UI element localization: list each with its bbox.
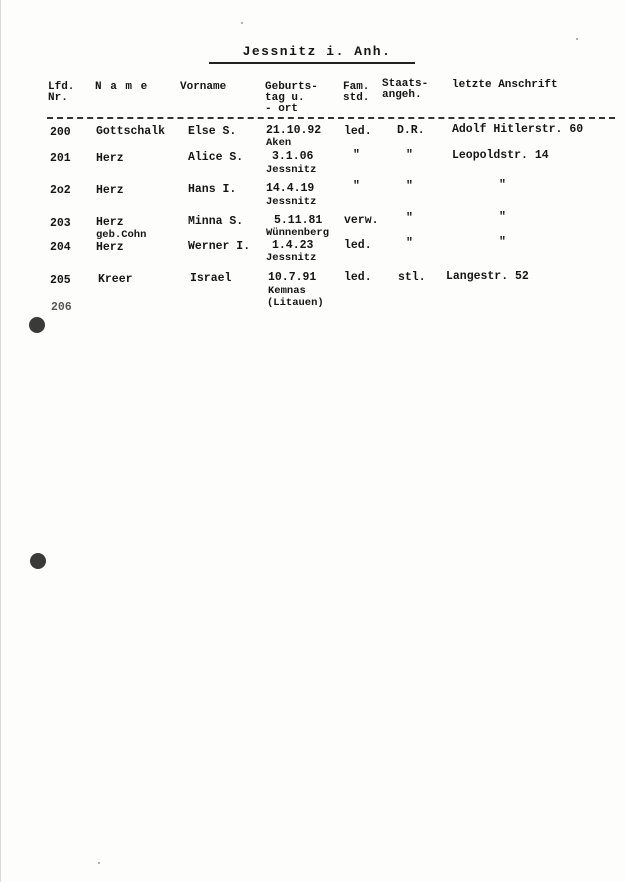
scan-speck: [98, 862, 100, 864]
row-datum: 1.4.23: [272, 239, 314, 252]
row-vorname: Werner I.: [188, 240, 251, 253]
row-nr: 204: [50, 241, 71, 254]
header-geburt: Geburts- tag u. - ort: [265, 81, 318, 115]
row-nr: 200: [50, 126, 71, 139]
row-staat: ": [406, 212, 413, 225]
row-anschrift: ": [499, 211, 506, 224]
row-name: Herz: [96, 152, 124, 165]
row-datum: 14.4.19: [266, 182, 315, 195]
row-ort: Aken: [266, 137, 292, 149]
row-name: Herz: [96, 184, 124, 197]
row-ort: Jessnitz: [266, 164, 317, 176]
row-staat: D.R.: [397, 124, 425, 137]
header-divider: [47, 117, 615, 119]
row-name: Herz: [96, 216, 124, 229]
row-fam: led.: [344, 125, 372, 138]
row-fam: ": [353, 180, 360, 193]
header-name: N a m e: [95, 81, 149, 93]
row-datum: 5.11.81: [274, 214, 323, 227]
row-vorname: Minna S.: [188, 215, 244, 228]
header-lfd: Lfd. Nr.: [48, 81, 75, 104]
row-fam: ": [353, 149, 360, 162]
scan-speck: [576, 38, 578, 40]
row-datum: 3.1.06: [272, 150, 314, 163]
row-anschrift: Leopoldstr. 14: [452, 149, 549, 162]
row-vorname: Israel: [190, 272, 232, 285]
row-anschrift: ": [499, 179, 506, 192]
row-staat: ": [406, 180, 413, 193]
row-name-secondary: geb.Cohn: [96, 229, 147, 241]
row-staat: ": [406, 237, 413, 250]
row-fam: led.: [344, 239, 372, 252]
header-vorname: Vorname: [180, 81, 227, 93]
row-name: Herz: [96, 241, 124, 254]
row-staat: stl.: [398, 271, 426, 284]
punch-hole-top: [29, 317, 45, 333]
row-ort: Jessnitz: [266, 196, 317, 208]
row-nr: 203: [50, 217, 71, 230]
row-vorname: Else S.: [188, 125, 237, 138]
row-vorname: Hans I.: [188, 183, 237, 196]
header-staat: Staats- angeh.: [382, 78, 429, 101]
row-nr: 2o2: [50, 184, 71, 197]
row-nr: 205: [50, 274, 71, 287]
title-underline: [209, 62, 415, 64]
row-staat: ": [406, 149, 413, 162]
row-anschrift: ": [499, 236, 506, 249]
row-datum: 10.7.91: [268, 271, 317, 284]
row-fam: led.: [344, 271, 372, 284]
row-vorname: Alice S.: [188, 151, 244, 164]
row-datum: 21.10.92: [266, 124, 322, 137]
header-anschrift: letzte Anschrift: [452, 79, 558, 91]
row-ort: Wünnenberg: [266, 227, 330, 239]
row-name: Gottschalk: [96, 125, 166, 138]
row-anschrift: Langestr. 52: [446, 270, 529, 283]
row-ort: Kemnas: [268, 285, 306, 297]
row-ort: Jessnitz: [266, 252, 317, 264]
scan-speck: [241, 22, 243, 24]
row-ort-secondary: (Litauen): [267, 297, 324, 309]
header-fam: Fam. std.: [343, 81, 370, 104]
punch-hole-bottom: [30, 553, 46, 569]
row-fam: verw.: [344, 214, 379, 227]
row-anschrift: Adolf Hitlerstr. 60: [452, 123, 584, 136]
row-nr: 201: [50, 152, 71, 165]
document-title: Jessnitz i. Anh.: [242, 44, 392, 59]
row-name: Kreer: [98, 273, 133, 286]
trailing-row-nr: 206: [51, 301, 72, 314]
